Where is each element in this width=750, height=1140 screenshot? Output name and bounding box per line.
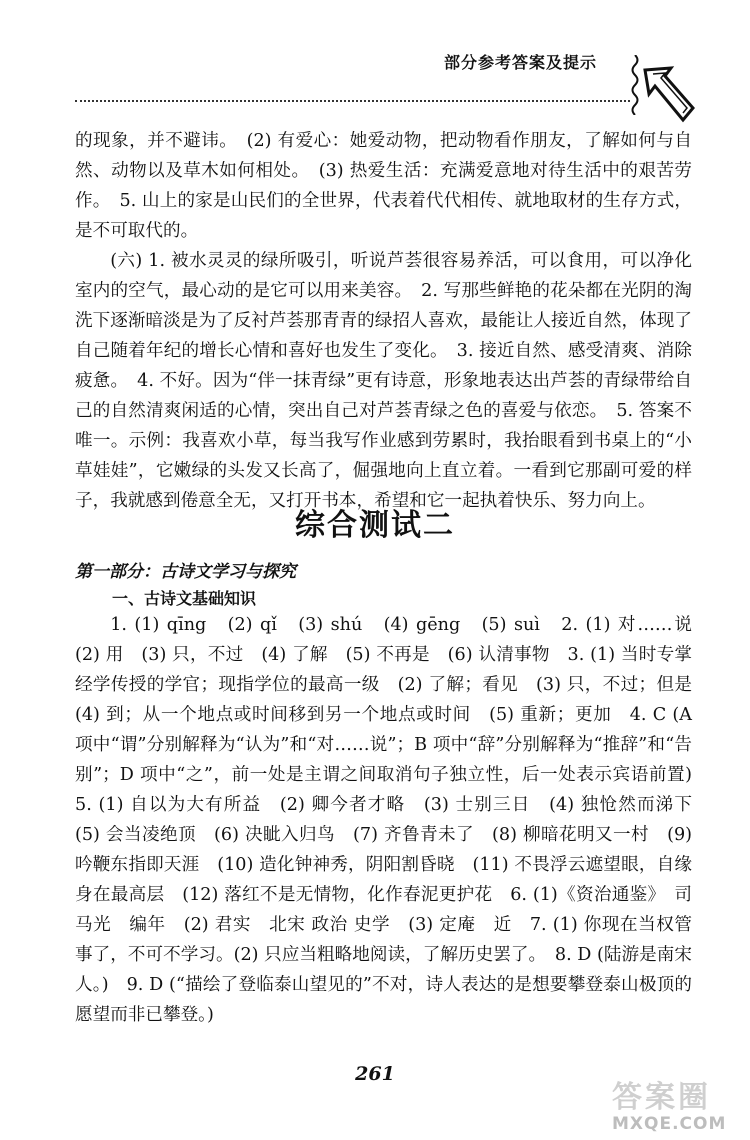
section-title: 综合测试二 <box>295 508 455 543</box>
watermark-text-bottom: MXQE.COM <box>612 1114 727 1134</box>
page-number: 261 <box>355 1063 395 1085</box>
watermark-text-top: 答案圈 <box>612 1080 711 1115</box>
decorative-wave-icon <box>630 55 640 115</box>
answer-text-bottom <box>75 610 710 1030</box>
part-title: 第一部分：古诗文学习与探究 <box>75 562 296 582</box>
answer-text-top <box>75 126 692 516</box>
running-header-title: 部分参考答案及提示 <box>444 53 598 72</box>
arrow-up-left-icon <box>641 64 697 128</box>
paragraph-section-six: (六) 1. 被水灵灵的绿所吸引，听说芦荟很容易养活，可以食用，可以净化室内的空气，最心动的是它可以用来美容。 2. 写那些鲜艳的花朵都在光阴的淘洗下逐渐暗淡是为了反衬芦荟那青青的绿招人喜欢，最能让人接近自然，体现了自己随着年纪的增长心情和喜好也发生了变化。 3. 接近自然、感受清爽、消除疲惫。 4. 不好。因为“伴一抹青绿”更有诗意，形象地表达出芦荟的青绿带给自己的自然清爽闲适的心情，突出自己对芦荟青绿之色的喜爱与依恋。 5. 答案不唯一。示例：我喜欢小草，每当我写作业感到劳累时，我抬眼看到书桌上的“小草娃娃”，它嫩绿的头发又长高了，倔强地向上直立着。一看到它那副可爱的样子，我就感到倦意全无，又打开书本，希望和它一起执着快乐、努力向上。 <box>75 251 692 511</box>
paragraph-continuation: 的现象，并不避讳。 (2) 有爱心：她爱动物，把动物看作朋友，了解如何与自然、动物以及草木如何相处。 (3) 热爱生活：充满爱意地对待生活中的艰苦劳作。 5. 山上的家是山民们的全世界，代表着代代相传、就地取材的生存方式，是不可取代的。 <box>75 131 692 241</box>
watermark-logo <box>612 1082 742 1134</box>
paragraph-basic-knowledge-answers: 1. (1) qīng (2) qǐ (3) shú (4) gēng (5) suì 2. (1) 对……说 (2) 用 (3) 只，不过 (4) 了解 (5) 不再是 (6) 认清事物 3. (1) 当时专掌经学传授的学官；现指学位的最高一级 (2) 了解；看见 (3) 只，不过；但是 (4) 到；从一个地点或时间移到另一个地点或时间 (5) 重新；更加 4. C (A 项中“谓”分别解释为“认为”和“对……说”；B 项中“辞”分别解释为“推辞”和“告别”；D 项中“之”，前一处是主谓之间取消句子独立性，后一处表示宾语前置) 5. (1) 自以为大有所益 (2) 卿今者才略 (3) 士别三日 (4) 独怆然而涕下 (5) 会当凌绝顶 (6) 决眦入归鸟 (7) 齐鲁青未了 (8) 柳暗花明又一村 (9) 吟鞭东指即天涯 (10) 造化钟神秀，阴阳割昏晓 (11) 不畏浮云遮望眼，自缘身在最高层 (12) 落红不是无情物，化作春泥更护花 6. (1)《资治通鉴》 司马光 编年 (2) 君实 北宋 政治 史学 (3) 定庵 近 7. (1) 你现在当权管事了，不可不学习。(2) 只应当粗略地阅读，了解历史罢了。 8. D (陆游是南宋人。) 9. D (“描绘了登临泰山望见的”不对，诗人表达的是想要攀登泰山极顶的愿望而非已攀登。) <box>75 615 710 1025</box>
subsection-title: 一、古诗文基础知识 <box>112 589 257 608</box>
header-dotted-rule <box>75 100 630 102</box>
